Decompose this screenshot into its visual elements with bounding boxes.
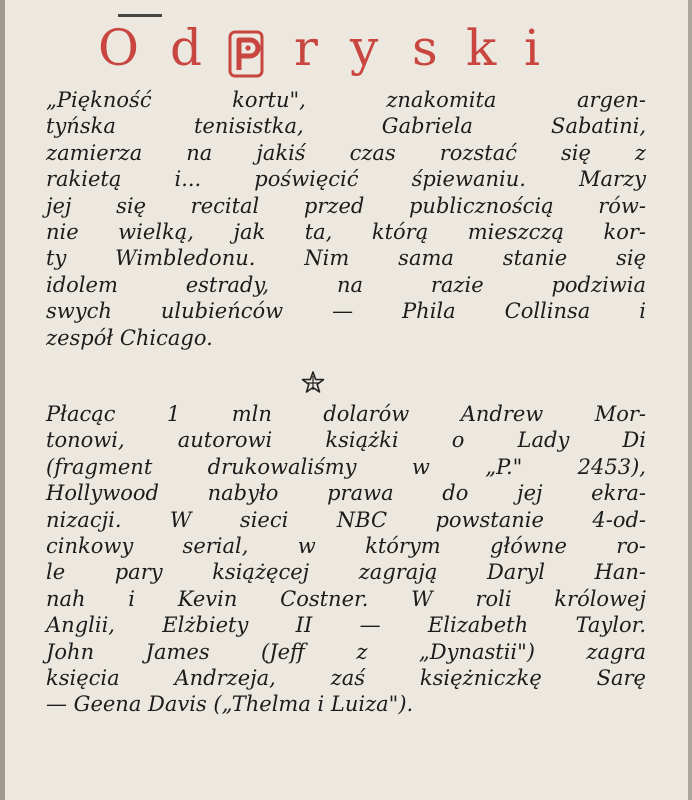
masthead-letter: y [350,19,379,77]
article-line: zespół Chicago. [46,325,213,350]
left-paper-edge [0,0,5,800]
article-lady-di [46,401,646,718]
star-icon [300,370,326,396]
article-line: „Piękność kortu", znakomita argen- [46,88,646,112]
article-line: nizacji. W sieci NBC powstanie 4-od- [46,507,646,532]
article-line: tonowi, autorowi książki o Lady Di [46,428,646,453]
masthead-letter: r [294,19,318,77]
p-logo-icon [228,28,264,78]
article-line: cinkowy serial, w którym główne ro- [46,534,646,559]
masthead-letter: k [466,19,497,77]
article-line: Płacąc 1 mln dolarów Andrew Mor- [46,402,646,426]
article-sabatini [46,87,646,351]
article-line: Hollywood nabyło prawa do jej ekra- [46,481,646,506]
article-line: ty Wimbledonu. Nim sama stanie się [46,246,646,271]
article-line: nie wielką, jak ta, którą mieszczą kor- [46,220,646,245]
article-line: księcia Andrzeja, zaś księżniczkę Sarę [46,666,646,691]
article-line: zamierza na jakiś czas rozstać się z [46,140,646,165]
article-line: (fragment drukowaliśmy w „P." 2453), [46,454,646,479]
article-line: — Geena Davis („Thelma i Luiza"). [46,692,414,717]
article-line: rakietą i... poświęcić śpiewaniu. Marzy [46,167,646,192]
top-rule [118,14,162,17]
masthead-title [98,20,568,80]
article-line: John James (Jeff z „Dynastii") zagra [46,639,646,664]
masthead-letter: i [524,19,540,77]
article-line: Anglii, Elżbiety II — Elizabeth Taylor. [46,613,646,638]
article-line: idolem estrady, na razie podziwia [46,272,646,297]
article-line: le pary książęcej zagrają Daryl Han- [46,560,646,585]
article-line: jej się recital przed publicznością rów- [46,193,646,218]
article-line: tyńska tenisistka, Gabriela Sabatini, [46,114,646,139]
right-paper-edge [688,0,692,800]
masthead-letter: s [412,19,438,77]
article-line: nah i Kevin Costner. W roli królowej [46,586,646,611]
masthead-letter: O [98,19,139,77]
article-line: swych ulubieńców — Phila Collinsa i [46,299,646,324]
masthead-letter: d [170,19,203,77]
